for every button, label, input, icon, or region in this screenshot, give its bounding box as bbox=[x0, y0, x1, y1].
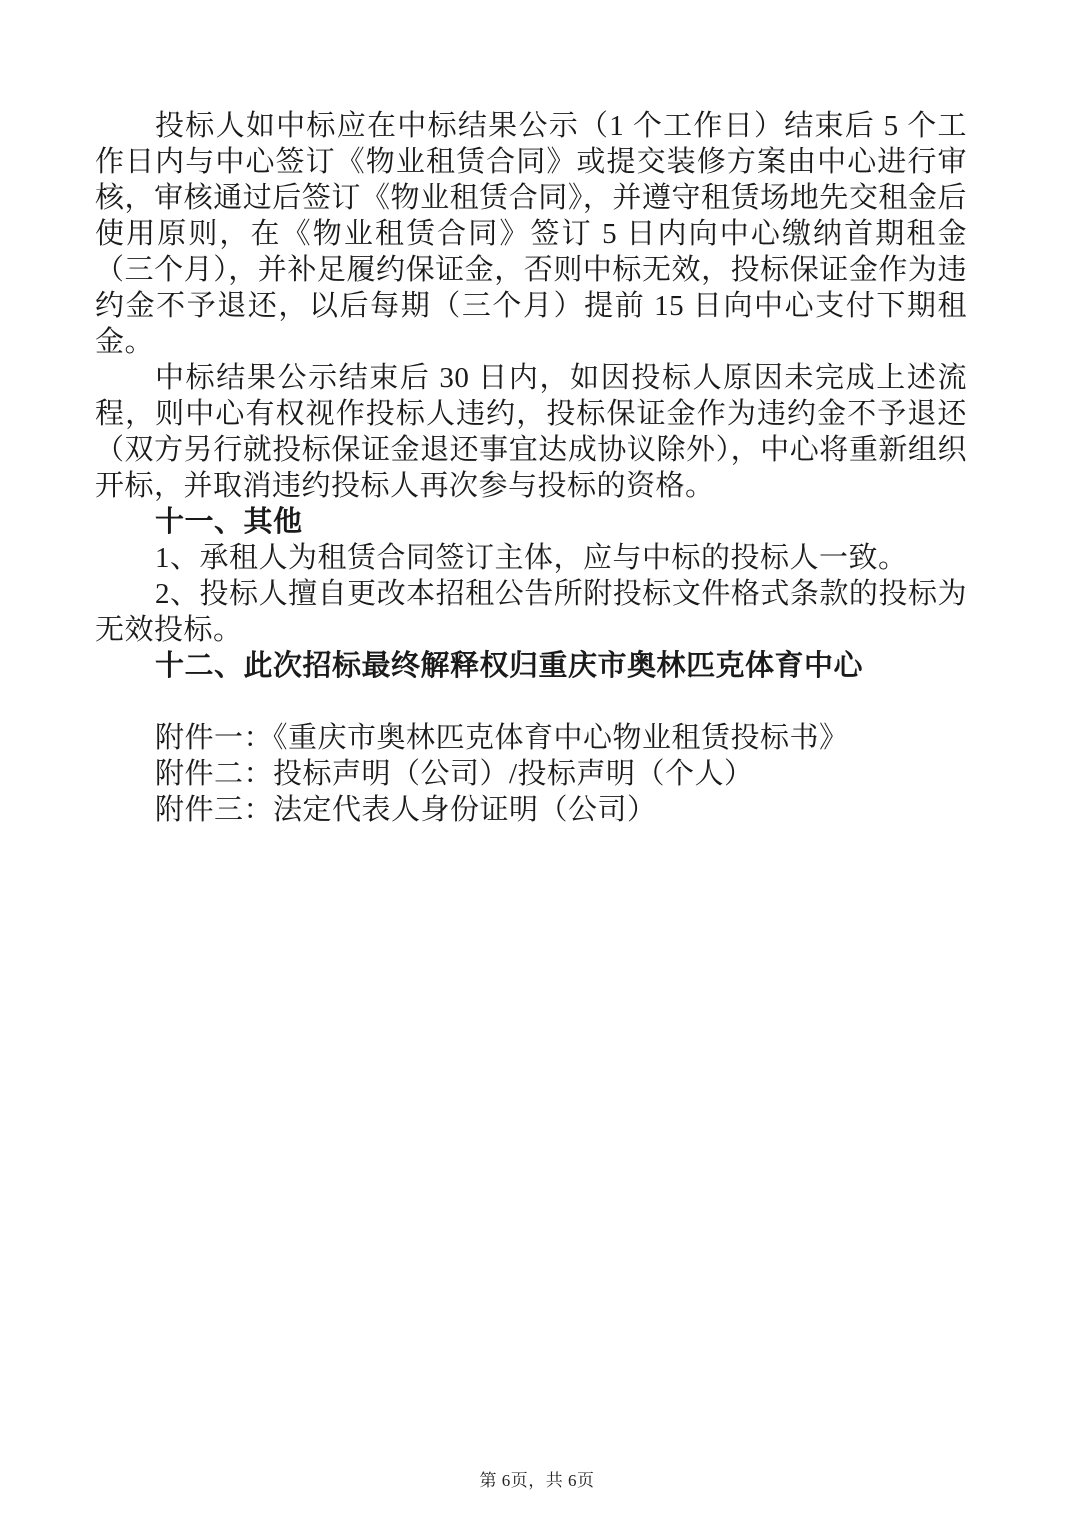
list-item-tenant-identity: 1、承租人为租赁合同签订主体，应与中标的投标人一致。 bbox=[155, 542, 908, 574]
document-body bbox=[95, 108, 967, 828]
attachment-line-one: 附件一：《重庆市奥林匹克体育中心物业租赁投标书》 bbox=[155, 722, 849, 754]
attachment-line-two: 附件二：投标声明（公司）/投标声明（个人） bbox=[155, 758, 754, 790]
paragraph-breach-consequences: 中标结果公示结束后 30 日内，如因投标人原因未完成上述流程，则中心有权视作投标人违约，投标保证金作为违约金不予退还（双方另行就投标保证金退还事宜达成协议除外），中心将重新组织开标，并取消违约投标人再次参与投标的资格。 bbox=[95, 362, 967, 502]
page-number: 第 6页，共 6页 bbox=[479, 1471, 595, 1490]
heading-section-twelve-interpretation: 十二、此次招标最终解释权归重庆市奥林匹克体育中心 bbox=[155, 650, 864, 682]
heading-section-eleven-other: 十一、其他 bbox=[155, 506, 303, 538]
blank-line bbox=[95, 684, 967, 720]
paragraph-award-signing-terms: 投标人如中标应在中标结果公示（1 个工作日）结束后 5 个工作日内与中心签订《物业租赁合同》或提交装修方案由中心进行审核，审核通过后签订《物业租赁合同》，并遵守租赁场地先交租金后使用原则，在《物业租赁合同》签订 5 日内向中心缴纳首期租金（三个月），并补足履约保证金，否则中标无效，投标保证金作为违约金不予退还，以后每期（三个月）提前 15 日向中心支付下期租金。 bbox=[95, 110, 967, 358]
attachment-line-three: 附件三：法定代表人身份证明（公司） bbox=[155, 794, 657, 826]
list-item-invalid-bid: 2、投标人擅自更改本招租公告所附投标文件格式条款的投标为无效投标。 bbox=[95, 578, 967, 646]
